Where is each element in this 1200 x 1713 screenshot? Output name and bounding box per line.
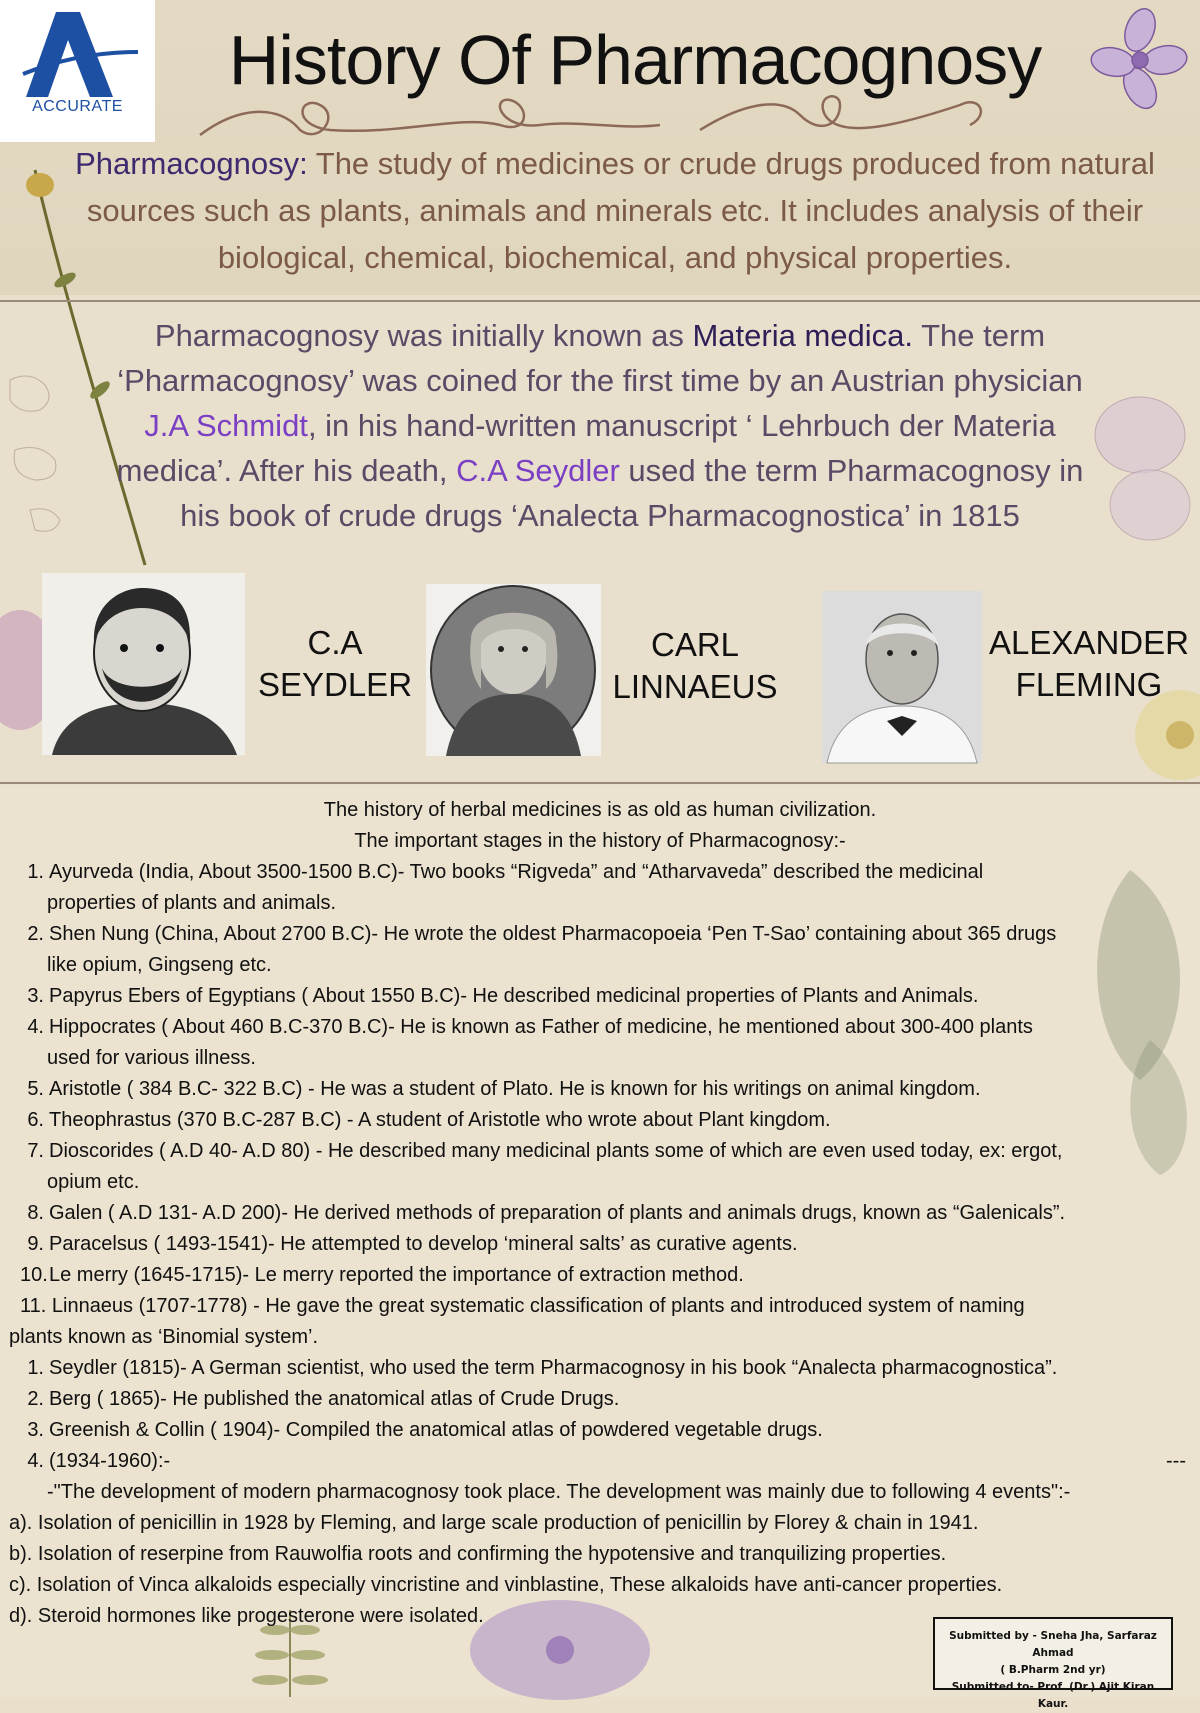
history-ancient-item <box>0 1012 1200 1043</box>
linnaeus-name-line2: LINNAEUS <box>612 668 778 705</box>
definition-term: Pharmacognosy: <box>75 146 308 181</box>
logo-text: ACCURATE <box>32 98 123 115</box>
submitted-by: Submitted by - Sneha Jha, Sarfaraz Ahmad <box>949 1630 1157 1659</box>
history-ancient-item-text: Aristotle ( 384 B.C- 322 B.C) - He was a student of Plato. He is known for his writings on animal kingdom. <box>49 1078 981 1100</box>
history-modern-item <box>0 1353 1200 1384</box>
accurate-logo <box>0 0 155 142</box>
history-modern-item-number: 3. <box>27 1419 44 1441</box>
history-modern-item-text: Berg ( 1865)- He published the anatomical atlas of Crude Drugs. <box>49 1388 620 1410</box>
history-list-modern <box>0 1353 1200 1477</box>
history-ancient-item-text: Theophrastus (370 B.C-287 B.C) - A student of Aristotle who wrote about Plant kingdom. <box>49 1109 831 1131</box>
history-ancient-item-text: Paracelsus ( 1493-1541)- He attempted to develop ‘mineral salts’ as curative agents. <box>49 1233 798 1255</box>
history-ancient-item-number: 10. <box>20 1264 48 1286</box>
history-ancient-item-text: Dioscorides ( A.D 40- A.D 80) - He described many medicinal plants some of which are even used today, ex: ergot, <box>49 1140 1063 1162</box>
dried-flower-right-icon <box>1080 385 1200 555</box>
history-ancient-item <box>0 1136 1200 1167</box>
history-ancient-item <box>0 1260 1200 1291</box>
materia-medica-keyword: Materia medica. <box>692 318 914 353</box>
page-title: History Of Pharmacognosy <box>228 21 1042 99</box>
history-ancient-item-number: 9. <box>27 1233 44 1255</box>
events-intro <box>0 1477 1200 1508</box>
fleming-name-line1: ALEXANDER <box>989 624 1189 661</box>
history-ancient-item-continuation: properties of plants and animals. <box>47 892 337 914</box>
logo-a-icon <box>18 12 138 102</box>
seydler-name-line1: C.A <box>307 624 363 661</box>
history-item-11-line2: plants known as ‘Binomial system’. <box>9 1326 319 1348</box>
middle-divider <box>0 782 1200 784</box>
history-ancient-item-number: 3. <box>27 985 44 1007</box>
history-ancient-item <box>0 1074 1200 1105</box>
history-ancient-item <box>0 919 1200 950</box>
history-modern-item-text: Seydler (1815)- A German scientist, who used the term Pharmacognosy in his book “Analecta pharmacognostica”. <box>49 1357 1058 1379</box>
events-list <box>0 1508 1200 1632</box>
top-divider <box>0 300 1200 302</box>
history-list-ancient <box>0 857 1200 1291</box>
history-modern-item-number: 2. <box>27 1388 44 1410</box>
history-ancient-item <box>0 1105 1200 1136</box>
seydler-keyword: C.A Seydler <box>456 453 620 488</box>
history-ancient-item-text: Hippocrates ( About 460 B.C-370 B.C)- He is known as Father of medicine, he mentioned about 300-400 plants <box>49 1016 1033 1038</box>
linnaeus-portrait <box>426 584 601 756</box>
submission-box <box>933 1617 1173 1710</box>
history-ancient-item <box>0 857 1200 888</box>
intro-text-3: , in his hand-written manuscript ‘ Lehrbuch der Materia medica’. After his death, <box>116 408 1056 488</box>
fleming-name <box>984 622 1194 706</box>
history-item-11-cont <box>0 1322 1200 1353</box>
history-ancient-item-number: 2. <box>27 923 44 945</box>
history-ancient-item <box>0 981 1200 1012</box>
submitted-course: ( B.Pharm 2nd yr) <box>1000 1664 1106 1676</box>
schmidt-keyword: J.A Schmidt <box>144 408 308 443</box>
intro-text-1: Pharmacognosy was initially known as <box>154 318 693 353</box>
history-ancient-item-number: 5. <box>27 1078 44 1100</box>
history-modern-item-text: Greenish & Collin ( 1904)- Compiled the anatomical atlas of powdered vegetable drugs. <box>49 1419 823 1441</box>
swirl-ornament-icon <box>200 85 1000 145</box>
history-ancient-item-text: Le merry (1645-1715)- Le merry reported the importance of extraction method. <box>49 1264 744 1286</box>
dash-marker: --- <box>1166 1450 1186 1472</box>
history-modern-item-number: 1. <box>27 1357 44 1379</box>
event-item: c). Isolation of Vinca alkaloids especially vincristine and vinblastine, These alkaloids have anti-cancer properties. <box>9 1574 1003 1596</box>
intro-text-2: The term ‘Pharmacognosy’ was coined for the first time by an Austrian physician <box>117 318 1083 398</box>
event-item: d). Steroid hormones like progesterone were isolated. <box>9 1605 484 1627</box>
intro-text-4: used the term Pharmacognosy in his book of crude drugs ‘Analecta Pharmacognostica’ in 1815 <box>180 453 1084 533</box>
seydler-name-line2: SEYDLER <box>257 666 413 703</box>
history-modern-item <box>0 1446 1200 1477</box>
history-item-11 <box>0 1291 1200 1322</box>
history-modern-item <box>0 1384 1200 1415</box>
intro-paragraph <box>115 313 1085 538</box>
history-ancient-item-continuation: like opium, Gingseng etc. <box>47 954 272 976</box>
definition-paragraph <box>55 140 1175 281</box>
definition-text: The study of medicines or crude drugs produced from natural sources such as plants, animals and minerals etc. It includes analysis of their biological, chemical, biochemical, and physical properties. <box>86 146 1155 275</box>
event-item: b). Isolation of reserpine from Rauwolfia roots and confirming the hypotensive and tranquilizing properties. <box>9 1543 947 1565</box>
history-intro-line1: The history of herbal medicines is as old as human civilization. <box>323 799 877 821</box>
fleming-name-line2: FLEMING <box>1015 666 1163 703</box>
seydler-portrait <box>42 573 245 755</box>
history-ancient-item-continuation: used for various illness. <box>47 1047 256 1069</box>
history-ancient-item <box>0 1198 1200 1229</box>
history-modern-item-number: 4. <box>27 1450 44 1472</box>
history-ancient-item-text: Galen ( A.D 131- A.D 200)- He derived methods of preparation of plants and animals drugs, known as “Galenicals”. <box>49 1202 1066 1224</box>
history-ancient-item-continuation: opium etc. <box>47 1171 140 1193</box>
event-item: a). Isolation of penicillin in 1928 by Fleming, and large scale production of penicillin by Florey & chain in 1941. <box>9 1512 979 1534</box>
history-modern-item-text: (1934-1960):- <box>49 1450 171 1472</box>
history-ancient-item-text: Ayurveda (India, About 3500-1500 B.C)- Two books “Rigveda” and “Atharvaveda” described the medicinal <box>49 861 984 883</box>
history-ancient-item <box>0 1229 1200 1260</box>
history-ancient-item-number: 8. <box>27 1202 44 1224</box>
seydler-name <box>245 622 425 706</box>
history-intro-line2: The important stages in the history of Pharmacognosy:- <box>354 830 846 852</box>
history-modern-item <box>0 1415 1200 1446</box>
history-ancient-item-number: 1. <box>27 861 44 883</box>
submitted-to: Submitted to- Prof. (Dr.) Ajit Kiran Kaur. <box>951 1681 1155 1710</box>
history-ancient-item-number: 6. <box>27 1109 44 1131</box>
history-ancient-item-number: 4. <box>27 1016 44 1038</box>
fleming-portrait <box>822 591 982 763</box>
history-item-11-line1: 11. Linnaeus (1707-1778) - He gave the great systematic classification of plants and introduced system of naming <box>20 1295 1025 1317</box>
linnaeus-name-line1: CARL <box>650 626 740 663</box>
history-section <box>0 795 1200 1632</box>
linnaeus-name <box>600 624 790 708</box>
history-ancient-item-text: Shen Nung (China, About 2700 B.C)- He wrote the oldest Pharmacopoeia ‘Pen T-Sao’ containing about 365 drugs <box>49 923 1057 945</box>
events-intro-text: -"The development of modern pharmacognosy took place. The development was mainly due to following 4 events":- <box>47 1481 1071 1503</box>
history-ancient-item-number: 7. <box>27 1140 44 1162</box>
history-ancient-item-text: Papyrus Ebers of Egyptians ( About 1550 B.C)- He described medicinal properties of Plants and Animals. <box>49 985 979 1007</box>
